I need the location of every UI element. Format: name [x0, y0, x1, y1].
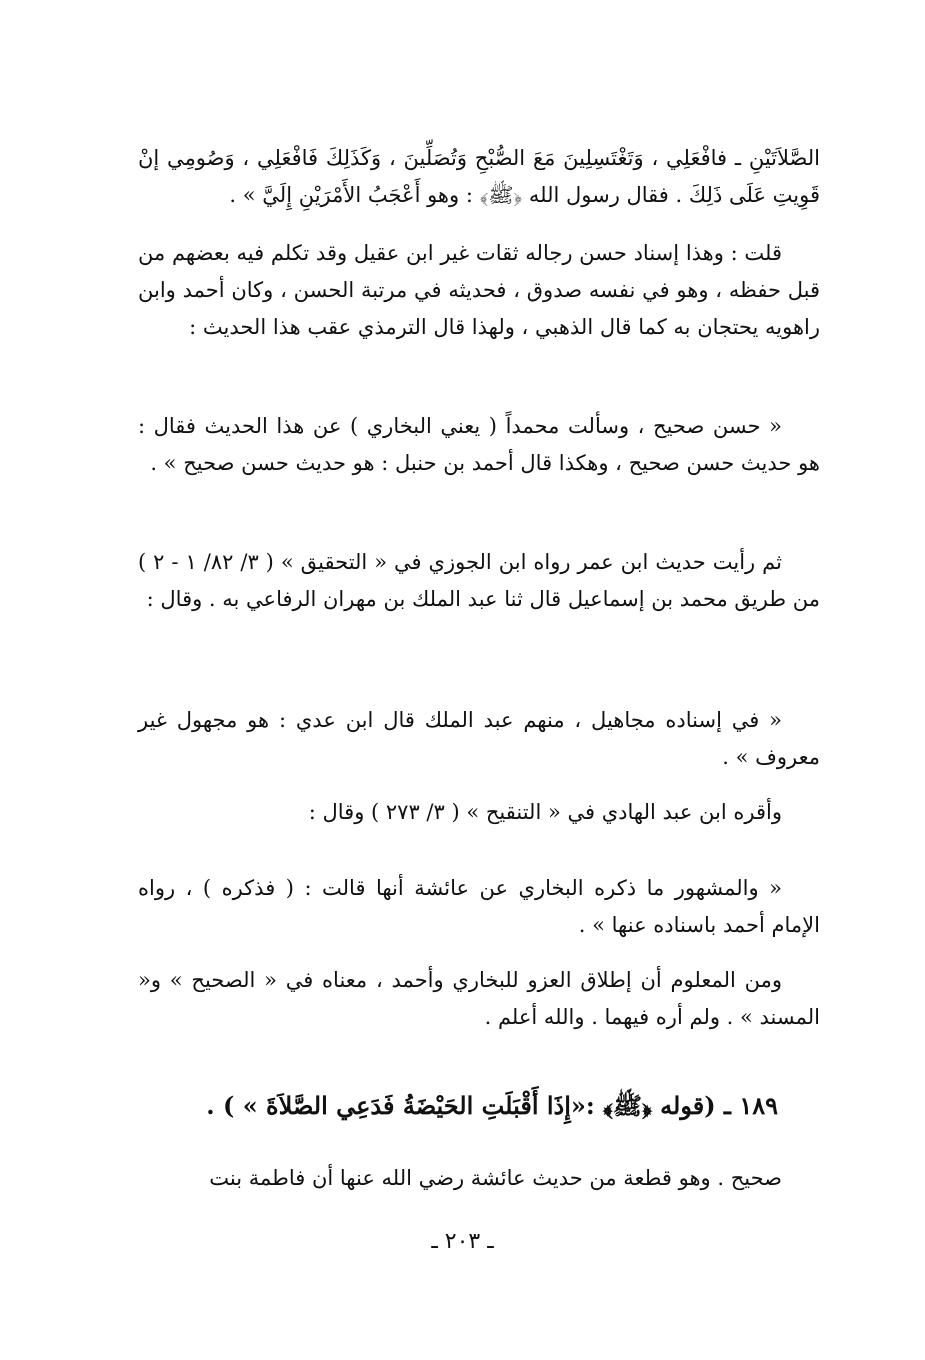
paragraph-isnad-note: قلت : وهذا إسناد حسن رجاله ثقات غير ابن عقيل وقد تكلم فيه بعضهم من قبل حفظه ، وهو في نفسه صدوق ، فحديثه في مرتبة الحسن ، وكان أحمد وابن راهويه يحتجان به كما قال الذهبي ، ولهذا قال الترمذي عقب هذا الحديث :	[138, 241, 820, 339]
paragraph-ibn-abd-al-hadi: وأقره ابن عبد الهادي في « التنقيح » ( ٣/ ٢٧٣ ) وقال :	[308, 800, 782, 824]
paragraph-attribution-note: ومن المعلوم أن إطلاق العزو للبخاري وأحمد ، معناه في « الصحيح » و« المسند » . ولم أره فيهما . والله أعلم .	[138, 968, 820, 1029]
paragraph-ibn-umar: ثم رأيت حديث ابن عمر رواه ابن الجوزي في « التحقيق » ( ٣/ ٨٢/ ١ - ٢ ) من طريق محمد بن إسماعيل قال ثنا عبد الملك بن مهران الرفاعي به . وقال :	[138, 550, 820, 611]
paragraph-mashhur-quote: « والمشهور ما ذكره البخاري عن عائشة أنها قالت : ( فذكره ) ، رواه الإمام أحمد باسناده عنها » .	[138, 876, 820, 937]
paragraph-hadith-continuation: الصَّلاَتَيْنِ ـ فافْعَلِي ، وَتَغْتَسِلِينَ مَعَ الصُّبْحِ وَتُصَلِّينَ ، وَكَذَلِكَ فَافْعَلِي ، وَصُومِي إنْ قَوِيتِ عَلَى ذَلِكَ . فقال رسول الله ﴿ﷺ﴾ : وهو أَعْجَبُ الأَمْرَيْنِ إِلَيَّ » .	[138, 146, 820, 207]
paragraph-ibn-adi-quote: « في إسناده مجاهيل ، منهم عبد الملك قال ابن عدي : هو مجهول غير معروف » .	[138, 708, 820, 769]
paragraph-sahih-fatima: صحيح . وهو قطعة من حديث عائشة رضي الله عنها أن فاطمة بنت	[209, 1166, 782, 1190]
paragraph-tirmidhi-quote: « حسن صحيح ، وسألت محمداً ( يعني البخاري ) عن هذا الحديث فقال : هو حديث حسن صحيح ، وهكذا قال أحمد بن حنبل : هو حديث حسن صحيح » .	[138, 414, 820, 475]
page-number: ـ ٢٠٣ ـ	[431, 1229, 494, 1254]
section-heading-189: ١٨٩ ـ (قوله ﴿ﷺ﴾ :«إِذَا أَقْبَلَتِ الحَيْضَةُ فَدَعِي الصَّلاَةَ » ) .	[206, 1091, 778, 1120]
